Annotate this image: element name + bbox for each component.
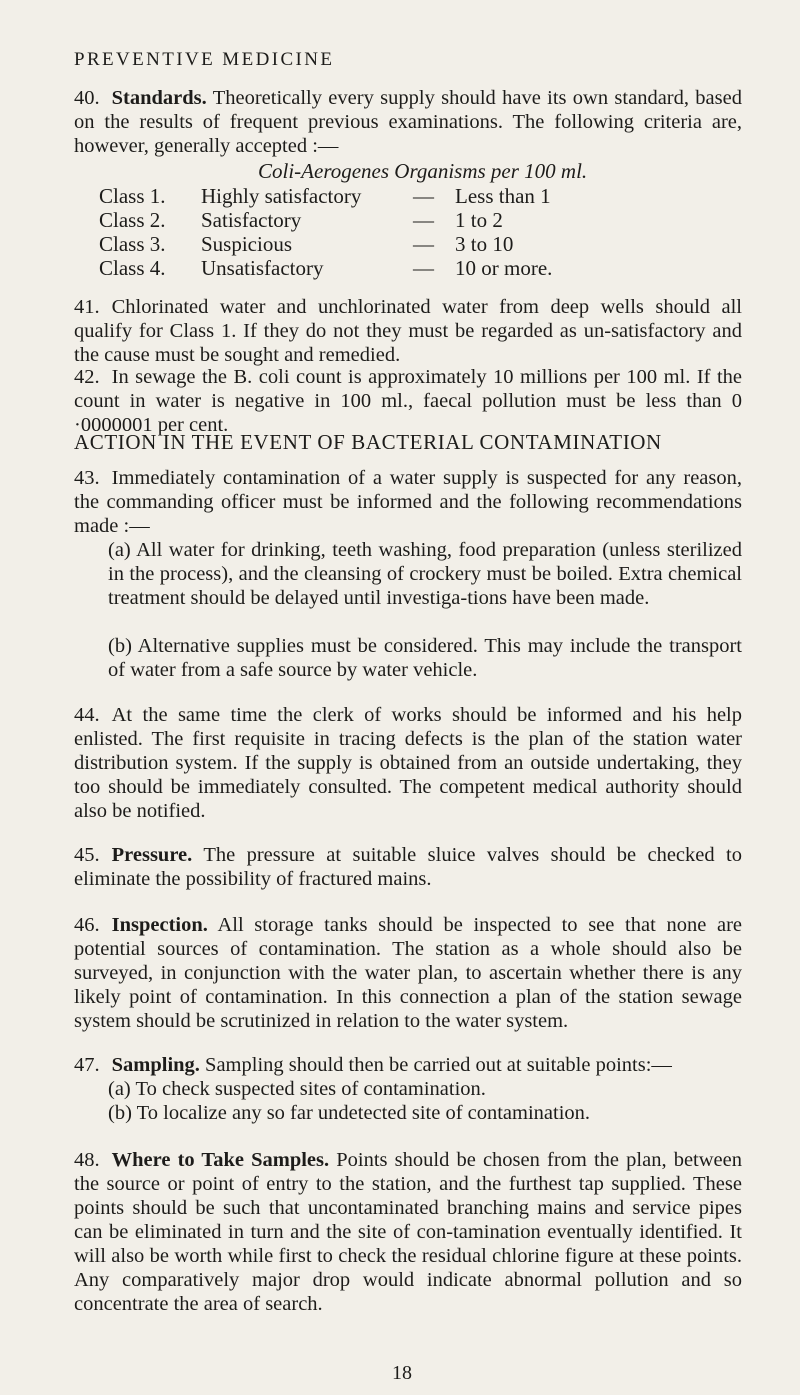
paragraph-48	[74, 1148, 742, 1316]
class-description: Highly satisfactory	[201, 184, 362, 208]
paragraph-lead: Inspection.	[111, 914, 208, 936]
class-description: Satisfactory	[201, 208, 302, 232]
subitem-43b: (b) Alternative supplies must be considered. This may include the transport of water from a safe source by water vehicle.	[108, 635, 742, 681]
class-description: Suspicious	[201, 232, 293, 256]
paragraph-text: Theoretically every supply should have its own standard, based on the results of frequent previous examinations. The following criteria are, however, generally accepted :—	[74, 87, 742, 157]
running-header: PREVENTIVE MEDICINE	[74, 49, 335, 70]
class-range: 3 to 10	[455, 232, 514, 256]
paragraph-text: Sampling should then be carried out at suitable points:—	[205, 1054, 672, 1076]
paragraph-lead: Pressure.	[111, 844, 193, 866]
page-number: 18	[392, 1362, 412, 1384]
class-label: Class 2.	[99, 208, 166, 232]
class-dash: —	[413, 208, 434, 232]
paragraph-lead: Where to Take Samples.	[111, 1149, 330, 1171]
paragraph-number: 45.	[74, 844, 100, 866]
paragraph-43	[74, 466, 742, 538]
paragraph-42	[74, 365, 742, 437]
class-label: Class 3.	[99, 232, 166, 256]
paragraph-text: In sewage the B. coli count is approximately 10 millions per 100 ml. If the count in water is negative in 100 ml., faecal pollution must be less than 0 ·0000001 per cent.	[74, 366, 742, 436]
subitem-43a: (a) All water for drinking, teeth washing, food preparation (unless sterilized in the process), and the cleansing of crockery must be boiled. Extra chemical treatment should be delayed until investiga-tions have been made.	[108, 539, 742, 609]
subitem-47b: (b) To localize any so far undetected site of contamination.	[108, 1102, 591, 1124]
paragraph-number: 47.	[74, 1054, 100, 1076]
paragraph-text: All storage tanks should be inspected to see that none are potential sources of contamination. The station as a whole should also be surveyed, in conjunction with the water plan, to ascertain whether there is any likely point of contamination. In this connection a plan of the station sewage system should be scrutinized in relation to the water system.	[74, 914, 742, 1032]
subitem-47a: (a) To check suspected sites of contamination.	[108, 1078, 486, 1100]
paragraph-46	[74, 913, 742, 1033]
paragraph-text: The pressure at suitable sluice valves should be checked to eliminate the possibility of fractured mains.	[74, 844, 742, 890]
classification-title: Coli-Aerogenes Organisms per 100 ml.	[258, 159, 588, 183]
paragraph-47	[74, 1053, 742, 1077]
paragraph-40	[74, 86, 742, 158]
paragraph-number: 40.	[74, 87, 100, 109]
paragraph-text: Immediately contamination of a water supply is suspected for any reason, the commanding officer must be informed and the following recommendations made :—	[74, 467, 742, 537]
class-dash: —	[413, 184, 434, 208]
class-dash: —	[413, 256, 434, 280]
paragraph-45	[74, 843, 742, 891]
class-label: Class 1.	[99, 184, 166, 208]
paragraph-number: 44.	[74, 704, 100, 726]
class-description: Unsatisfactory	[201, 256, 324, 280]
paragraph-text: Points should be chosen from the plan, between the source or point of entry to the station, and the furthest tap supplied. These points should be such that uncontaminated branching mains and service pipes can be eliminated in turn and the site of con-tamination eventually identified. It will also be worth while first to check the residual chlorine figure at these points. Any comparatively major drop would indicate abnormal pollution and so concentrate the area of search.	[74, 1149, 743, 1315]
paragraph-lead: Standards.	[111, 87, 207, 109]
paragraph-text: Chlorinated water and unchlorinated water from deep wells should all qualify for Class 1. If they do not they must be regarded as un-satisfactory and the cause must be sought and remedied.	[74, 296, 742, 366]
paragraph-number: 41.	[74, 296, 100, 318]
class-range: 1 to 2	[455, 208, 503, 232]
paragraph-number: 46.	[74, 914, 100, 936]
paragraph-number: 42.	[74, 366, 100, 388]
class-dash: —	[413, 232, 434, 256]
class-label: Class 4.	[99, 256, 166, 280]
section-heading: ACTION IN THE EVENT OF BACTERIAL CONTAMINATION	[74, 430, 662, 454]
paragraph-text: At the same time the clerk of works should be informed and his help enlisted. The first requisite in tracing defects is the plan of the station water distribution system. If the supply is obtained from an outside undertaking, they too should be immediately consulted. The competent medical authority should also be notified.	[74, 704, 742, 822]
paragraph-41	[74, 295, 742, 367]
class-range: Less than 1	[455, 184, 551, 208]
paragraph-number: 43.	[74, 467, 100, 489]
paragraph-lead: Sampling.	[111, 1054, 200, 1076]
class-range: 10 or more.	[455, 256, 553, 280]
paragraph-44	[74, 703, 742, 823]
paragraph-number: 48.	[74, 1149, 100, 1171]
